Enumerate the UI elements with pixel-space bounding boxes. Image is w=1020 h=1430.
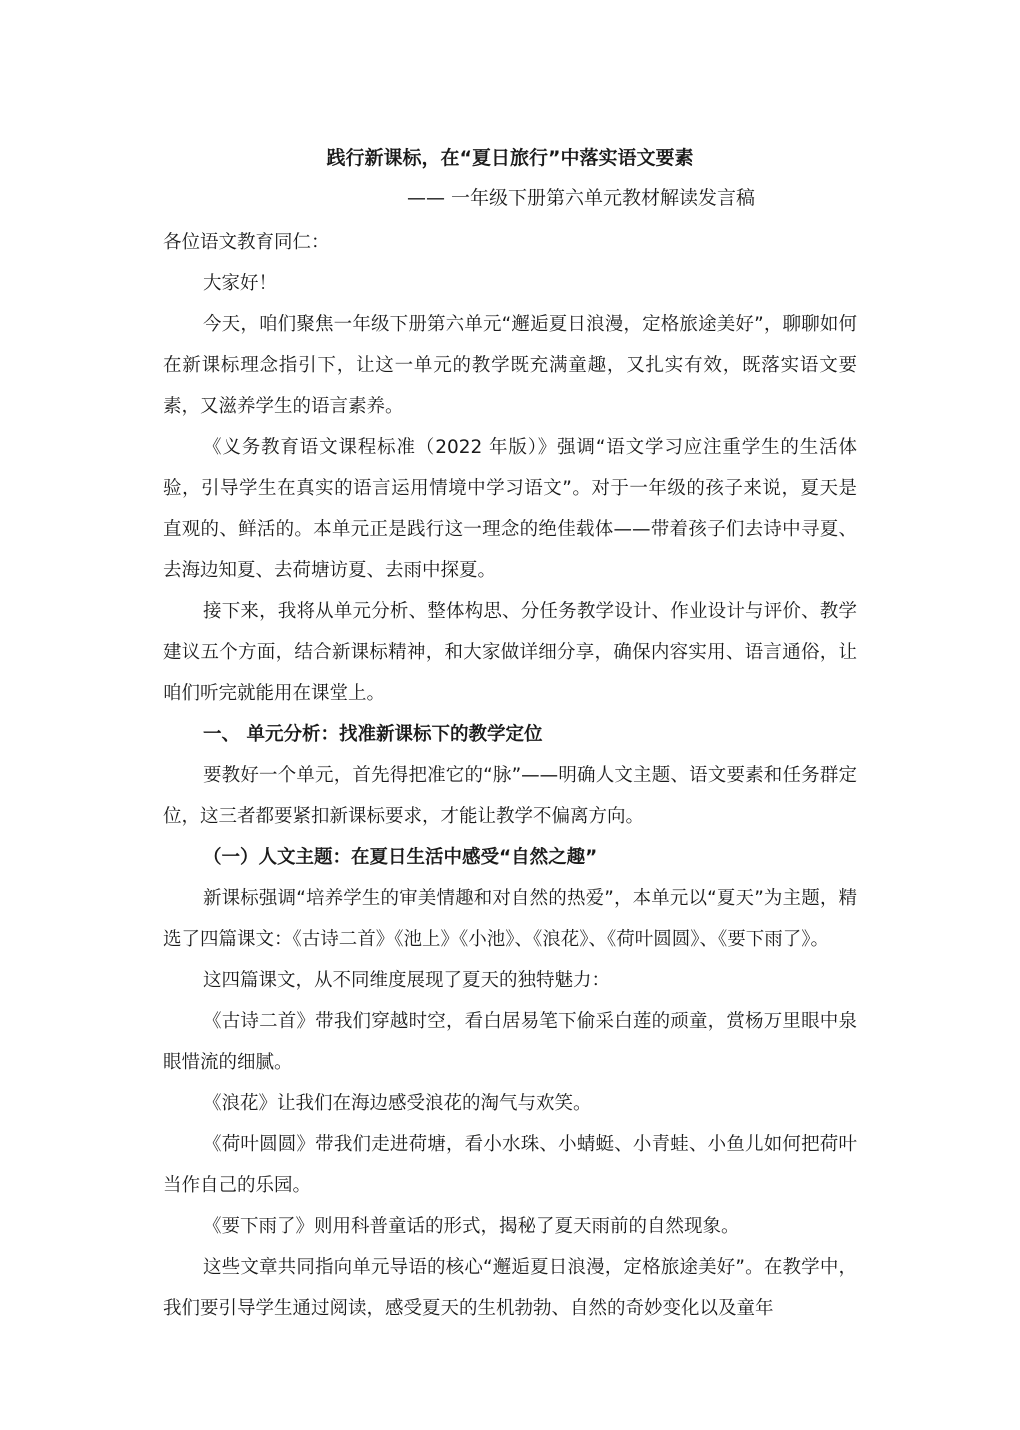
paragraph-theme-texts: 新课标强调“培养学生的审美情趣和对自然的热爱”，本单元以“夏天”为主题，精选了四篇课文：《古诗二首》《池上》《小池》、《浪花》、《荷叶圆圆》、《要下雨了》。 <box>163 888 857 950</box>
paragraph-dimensions: 这四篇课文，从不同维度展现了夏天的独特魅力： <box>203 970 611 991</box>
section-heading-unit-analysis: 一、 单元分析：找准新课标下的教学定位 <box>203 724 543 745</box>
paragraph-curriculum-standard: 《义务教育语文课程标准（2022 年版）》强调“语文学习应注重学生的生活体验，引导学生在真实的语言运用情境中学习语文”。对于一年级的孩子来说，夏天是直观的、鲜活的。本单元正是践行这一理念的绝佳载体——带着孩子们去诗中寻夏、去海边知夏、去荷塘访夏、去雨中探夏。 <box>163 437 857 581</box>
paragraph-intro: 今天，咱们聚焦一年级下册第六单元“邂逅夏日浪漫，定格旅途美好”，聊聊如何在新课标理念指引下，让这一单元的教学既充满童趣，又扎实有效，既落实语文要素，又滋养学生的语言素养。 <box>163 314 857 417</box>
paragraph-waves: 《浪花》让我们在海边感受浪花的淘气与欢笑。 <box>203 1093 592 1114</box>
paragraph-ancient-poems: 《古诗二首》带我们穿越时空，看白居易笔下偷采白莲的顽童，赏杨万里眼中泉眼惜流的细腻。 <box>163 1011 857 1073</box>
paragraph-core-theme: 这些文章共同指向单元导语的核心“邂逅夏日浪漫，定格旅途美好”。在教学中，我们要引导学生通过阅读，感受夏天的生机勃勃、自然的奇妙变化以及童年 <box>163 1257 857 1319</box>
subsection-heading-humanistic-theme: （一）人文主题：在夏日生活中感受“自然之趣” <box>203 847 598 868</box>
paragraph-lotus-leaves: 《荷叶圆圆》带我们走进荷塘，看小水珠、小蜻蜓、小青蛙、小鱼儿如何把荷叶当作自己的乐园。 <box>163 1134 857 1196</box>
paragraph-unit-analysis: 要教好一个单元，首先得把准它的“脉”——明确人文主题、语文要素和任务群定位，这三者都要紧扣新课标要求，才能让教学不偏离方向。 <box>163 765 857 827</box>
greeting: 大家好！ <box>203 273 278 294</box>
document-subtitle: —— 一年级下册第六单元教材解读发言稿 <box>406 187 755 209</box>
document-body <box>163 138 857 1329</box>
paragraph-rain: 《要下雨了》则用科普童话的形式，揭秘了夏天雨前的自然现象。 <box>203 1216 740 1237</box>
document-title: 践行新课标，在“夏日旅行”中落实语文要素 <box>326 147 694 169</box>
salutation: 各位语文教育同仁： <box>163 232 330 253</box>
paragraph-outline: 接下来，我将从单元分析、整体构思、分任务教学设计、作业设计与评价、教学建议五个方面，结合新课标精神，和大家做详细分享，确保内容实用、语言通俗，让咱们听完就能用在课堂上。 <box>163 601 857 704</box>
